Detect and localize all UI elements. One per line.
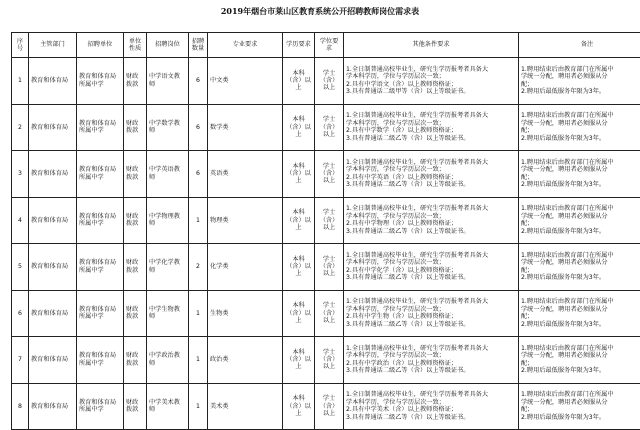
cell-other — [344, 197, 519, 244]
cell-other — [344, 244, 519, 291]
cell-degree: 学士（含）以上 — [315, 58, 344, 105]
remark-line: 配； — [521, 220, 640, 227]
remark-line: 2.聘用后最低服务年限为3年。 — [521, 367, 640, 374]
other-line: 1.全日制普通高校毕业生，研究生学历报考者具备大 — [346, 298, 516, 305]
cell-remark — [519, 337, 640, 384]
table-row — [12, 383, 640, 430]
cell-unit: 教育和体育局所属中学 — [77, 290, 124, 337]
cell-post: 中学化学教师 — [147, 244, 189, 291]
cell-nature: 财政拨款 — [124, 151, 147, 198]
other-line: 1.全日制普通高校毕业生，研究生学历报考者具备大 — [346, 345, 516, 352]
cell-remark — [519, 104, 640, 151]
cell-seq: 6 — [12, 290, 29, 337]
other-line: 2.具有中学美术（含）以上教师资格证； — [346, 406, 516, 413]
cell-dept: 教育和体育局 — [29, 197, 77, 244]
remark-line: 配； — [521, 406, 640, 413]
cell-degree: 学士（含）以上 — [315, 151, 344, 198]
other-line: 学本科学历，学位与学历层次一致； — [346, 120, 516, 127]
cell-edu: 本科（含）以上 — [283, 244, 315, 291]
remark-line: 学统一分配，聘用者必须服从分 — [521, 213, 640, 220]
cell-unit: 教育和体育局所属中学 — [77, 244, 124, 291]
other-line: 学本科学历，学位与学历层次一致； — [346, 306, 516, 313]
other-line: 学本科学历，学位与学历层次一致； — [346, 399, 516, 406]
cell-remark — [519, 197, 640, 244]
header-remark: 备注 — [519, 33, 640, 58]
other-line: 2.具有中学物理（含）以上教师资格证； — [346, 220, 516, 227]
cell-nature: 财政拨款 — [124, 58, 147, 105]
cell-post: 中学物理教师 — [147, 197, 189, 244]
other-line: 1.全日制普通高校毕业生，研究生学历报考者具备大 — [346, 112, 516, 119]
cell-other — [344, 58, 519, 105]
cell-count: 1 — [189, 383, 208, 430]
cell-post: 中学美术教师 — [147, 383, 189, 430]
header-count: 招聘数量 — [189, 33, 208, 58]
other-line: 学本科学历，学位与学历层次一致； — [346, 166, 516, 173]
cell-unit: 教育和体育局所属中学 — [77, 383, 124, 430]
remark-line: 1.聘用结束后由教育部门在所属中 — [521, 391, 640, 398]
table-row — [12, 197, 640, 244]
cell-nature: 财政拨款 — [124, 244, 147, 291]
remark-line: 1.聘用结束后由教育部门在所属中 — [521, 298, 640, 305]
cell-seq: 4 — [12, 197, 29, 244]
other-line: 3.具有普通话二级甲等（含）以上等级证书。 — [346, 88, 516, 95]
cell-remark — [519, 383, 640, 430]
cell-count: 1 — [189, 197, 208, 244]
cell-major: 美术类 — [208, 383, 283, 430]
cell-post: 中学生物教师 — [147, 290, 189, 337]
cell-other — [344, 337, 519, 384]
header-dept: 主管部门 — [29, 33, 77, 58]
cell-post: 中学政治教师 — [147, 337, 189, 384]
header-post: 招聘岗位 — [147, 33, 189, 58]
cell-edu: 本科（含）以上 — [283, 151, 315, 198]
cell-seq: 8 — [12, 383, 29, 430]
other-line: 学本科学历，学位与学历层次一致； — [346, 352, 516, 359]
cell-major: 英语类 — [208, 151, 283, 198]
remark-line: 1.聘用结束后由教育部门在所属中 — [521, 112, 640, 119]
other-line: 学本科学历，学位与学历层次一致； — [346, 213, 516, 220]
cell-dept: 教育和体育局 — [29, 244, 77, 291]
other-line: 学本科学历，学位与学历层次一致； — [346, 73, 516, 80]
cell-seq: 7 — [12, 337, 29, 384]
table-row — [12, 290, 640, 337]
cell-nature: 财政拨款 — [124, 290, 147, 337]
remark-line: 学统一分配，聘用者必须服从分 — [521, 399, 640, 406]
remark-line: 配； — [521, 360, 640, 367]
cell-count: 6 — [189, 151, 208, 198]
remark-line: 2.聘用后最低服务年限为3年。 — [521, 181, 640, 188]
cell-unit: 教育和体育局所属中学 — [77, 151, 124, 198]
cell-edu: 本科（含）以上 — [283, 197, 315, 244]
cell-degree: 学士（含）以上 — [315, 104, 344, 151]
cell-major: 中文类 — [208, 58, 283, 105]
remark-line: 学统一分配，聘用者必须服从分 — [521, 352, 640, 359]
cell-other — [344, 151, 519, 198]
other-line: 3.具有普通话二级乙等（含）以上等级证书。 — [346, 367, 516, 374]
cell-unit: 教育和体育局所属中学 — [77, 58, 124, 105]
cell-dept: 教育和体育局 — [29, 104, 77, 151]
remark-line: 学统一分配，聘用者必须服从分 — [521, 166, 640, 173]
other-line: 3.具有普通话二级乙等（含）以上等级证书。 — [346, 228, 516, 235]
cell-dept: 教育和体育局 — [29, 58, 77, 105]
cell-major: 物理类 — [208, 197, 283, 244]
other-line: 学本科学历，学位与学历层次一致； — [346, 259, 516, 266]
table-row — [12, 337, 640, 384]
cell-edu: 本科（含）以上 — [283, 104, 315, 151]
cell-dept: 教育和体育局 — [29, 383, 77, 430]
remark-line: 配； — [521, 127, 640, 134]
other-line: 1.全日制普通高校毕业生，研究生学历报考者具备大 — [346, 252, 516, 259]
remark-line: 学统一分配，聘用者必须服从分 — [521, 73, 640, 80]
cell-degree: 学士（含）以上 — [315, 290, 344, 337]
cell-seq: 3 — [12, 151, 29, 198]
table-header-row — [12, 33, 640, 58]
cell-post: 中学英语教师 — [147, 151, 189, 198]
remark-line: 2.聘用后最低服务年限为3年。 — [521, 88, 640, 95]
other-line: 3.具有普通话二级乙等（含）以上等级证书。 — [346, 414, 516, 421]
cell-other — [344, 290, 519, 337]
cell-count: 1 — [189, 337, 208, 384]
remark-line: 配； — [521, 267, 640, 274]
cell-edu: 本科（含）以上 — [283, 58, 315, 105]
table-row — [12, 104, 640, 151]
cell-remark — [519, 58, 640, 105]
other-line: 1.全日制普通高校毕业生，研究生学历报考者具备大 — [346, 66, 516, 73]
remark-line: 2.聘用后最低服务年限为3年。 — [521, 135, 640, 142]
other-line: 2.具有中学数学（含）以上教师资格证； — [346, 127, 516, 134]
cell-edu: 本科（含）以上 — [283, 383, 315, 430]
header-other: 其他条件要求 — [344, 33, 519, 58]
header-major: 专业要求 — [208, 33, 283, 58]
cell-edu: 本科（含）以上 — [283, 290, 315, 337]
recruitment-table — [11, 32, 640, 430]
remark-line: 学统一分配，聘用者必须服从分 — [521, 259, 640, 266]
remark-line: 1.聘用结束后由教育部门在所属中 — [521, 252, 640, 259]
cell-degree: 学士（含）以上 — [315, 244, 344, 291]
other-line: 2.具有中学生物（含）以上教师资格证； — [346, 313, 516, 320]
remark-line: 1.聘用结束后由教育部门在所属中 — [521, 66, 640, 73]
other-line: 2.具有中学化学（含）以上教师资格证； — [346, 267, 516, 274]
cell-dept: 教育和体育局 — [29, 337, 77, 384]
cell-remark — [519, 151, 640, 198]
other-line: 3.具有普通话二级乙等（含）以上等级证书。 — [346, 274, 516, 281]
table-row — [12, 151, 640, 198]
cell-seq: 2 — [12, 104, 29, 151]
cell-other — [344, 383, 519, 430]
cell-degree: 学士（含）以上 — [315, 383, 344, 430]
cell-edu: 本科（含）以上 — [283, 337, 315, 384]
other-line: 3.具有普通话二级乙等（含）以上等级证书。 — [346, 181, 516, 188]
remark-line: 1.聘用结束后由教育部门在所属中 — [521, 205, 640, 212]
cell-count: 1 — [189, 290, 208, 337]
cell-degree: 学士（含）以上 — [315, 197, 344, 244]
cell-nature: 财政拨款 — [124, 197, 147, 244]
remark-line: 1.聘用结束后由教育部门在所属中 — [521, 345, 640, 352]
cell-count: 2 — [189, 244, 208, 291]
remark-line: 学统一分配，聘用者必须服从分 — [521, 306, 640, 313]
other-line: 1.全日制普通高校毕业生，研究生学历报考者具备大 — [346, 205, 516, 212]
cell-unit: 教育和体育局所属中学 — [77, 197, 124, 244]
cell-major: 数学类 — [208, 104, 283, 151]
other-line: 2.具有中学英语（含）以上教师资格证； — [346, 174, 516, 181]
other-line: 2.具有中学政治（含）以上教师资格证； — [346, 360, 516, 367]
cell-post: 中学数学教师 — [147, 104, 189, 151]
remark-line: 2.聘用后最低服务年限为3年。 — [521, 321, 640, 328]
remark-line: 2.聘用后最低服务年限为3年。 — [521, 228, 640, 235]
cell-seq: 5 — [12, 244, 29, 291]
header-seq: 序号 — [12, 33, 29, 58]
remark-line: 学统一分配，聘用者必须服从分 — [521, 120, 640, 127]
other-line: 2.具有中学语文（含）以上教师资格证； — [346, 81, 516, 88]
cell-dept: 教育和体育局 — [29, 290, 77, 337]
header-nature: 单位性质 — [124, 33, 147, 58]
cell-degree: 学士（含）以上 — [315, 337, 344, 384]
cell-count: 6 — [189, 58, 208, 105]
cell-nature: 财政拨款 — [124, 104, 147, 151]
header-degree: 学位要求 — [315, 33, 344, 58]
page-title: 2019年烟台市莱山区教育系统公开招聘教师岗位需求表 — [0, 6, 640, 17]
cell-post: 中学语文教师 — [147, 58, 189, 105]
header-unit: 招聘单位 — [77, 33, 124, 58]
cell-count: 6 — [189, 104, 208, 151]
table-row — [12, 244, 640, 291]
cell-unit: 教育和体育局所属中学 — [77, 104, 124, 151]
cell-major: 化学类 — [208, 244, 283, 291]
remark-line: 配； — [521, 174, 640, 181]
remark-line: 配； — [521, 81, 640, 88]
cell-dept: 教育和体育局 — [29, 151, 77, 198]
cell-other — [344, 104, 519, 151]
cell-major: 生物类 — [208, 290, 283, 337]
cell-nature: 财政拨款 — [124, 337, 147, 384]
cell-nature: 财政拨款 — [124, 383, 147, 430]
table-body — [12, 58, 640, 430]
remark-line: 配； — [521, 313, 640, 320]
header-edu: 学历要求 — [283, 33, 315, 58]
other-line: 3.具有普通话二级乙等（含）以上等级证书。 — [346, 321, 516, 328]
cell-remark — [519, 244, 640, 291]
cell-unit: 教育和体育局所属中学 — [77, 337, 124, 384]
other-line: 1.全日制普通高校毕业生，研究生学历报考者具备大 — [346, 391, 516, 398]
other-line: 3.具有普通话二级乙等（含）以上等级证书。 — [346, 135, 516, 142]
remark-line: 2.聘用后最低服务年限为3年。 — [521, 274, 640, 281]
cell-remark — [519, 290, 640, 337]
remark-line: 2.聘用后最低服务年限为3年。 — [521, 414, 640, 421]
table-row — [12, 58, 640, 105]
remark-line: 1.聘用结束后由教育部门在所属中 — [521, 159, 640, 166]
other-line: 1.全日制普通高校毕业生，研究生学历报考者具备大 — [346, 159, 516, 166]
cell-seq: 1 — [12, 58, 29, 105]
cell-major: 政治类 — [208, 337, 283, 384]
